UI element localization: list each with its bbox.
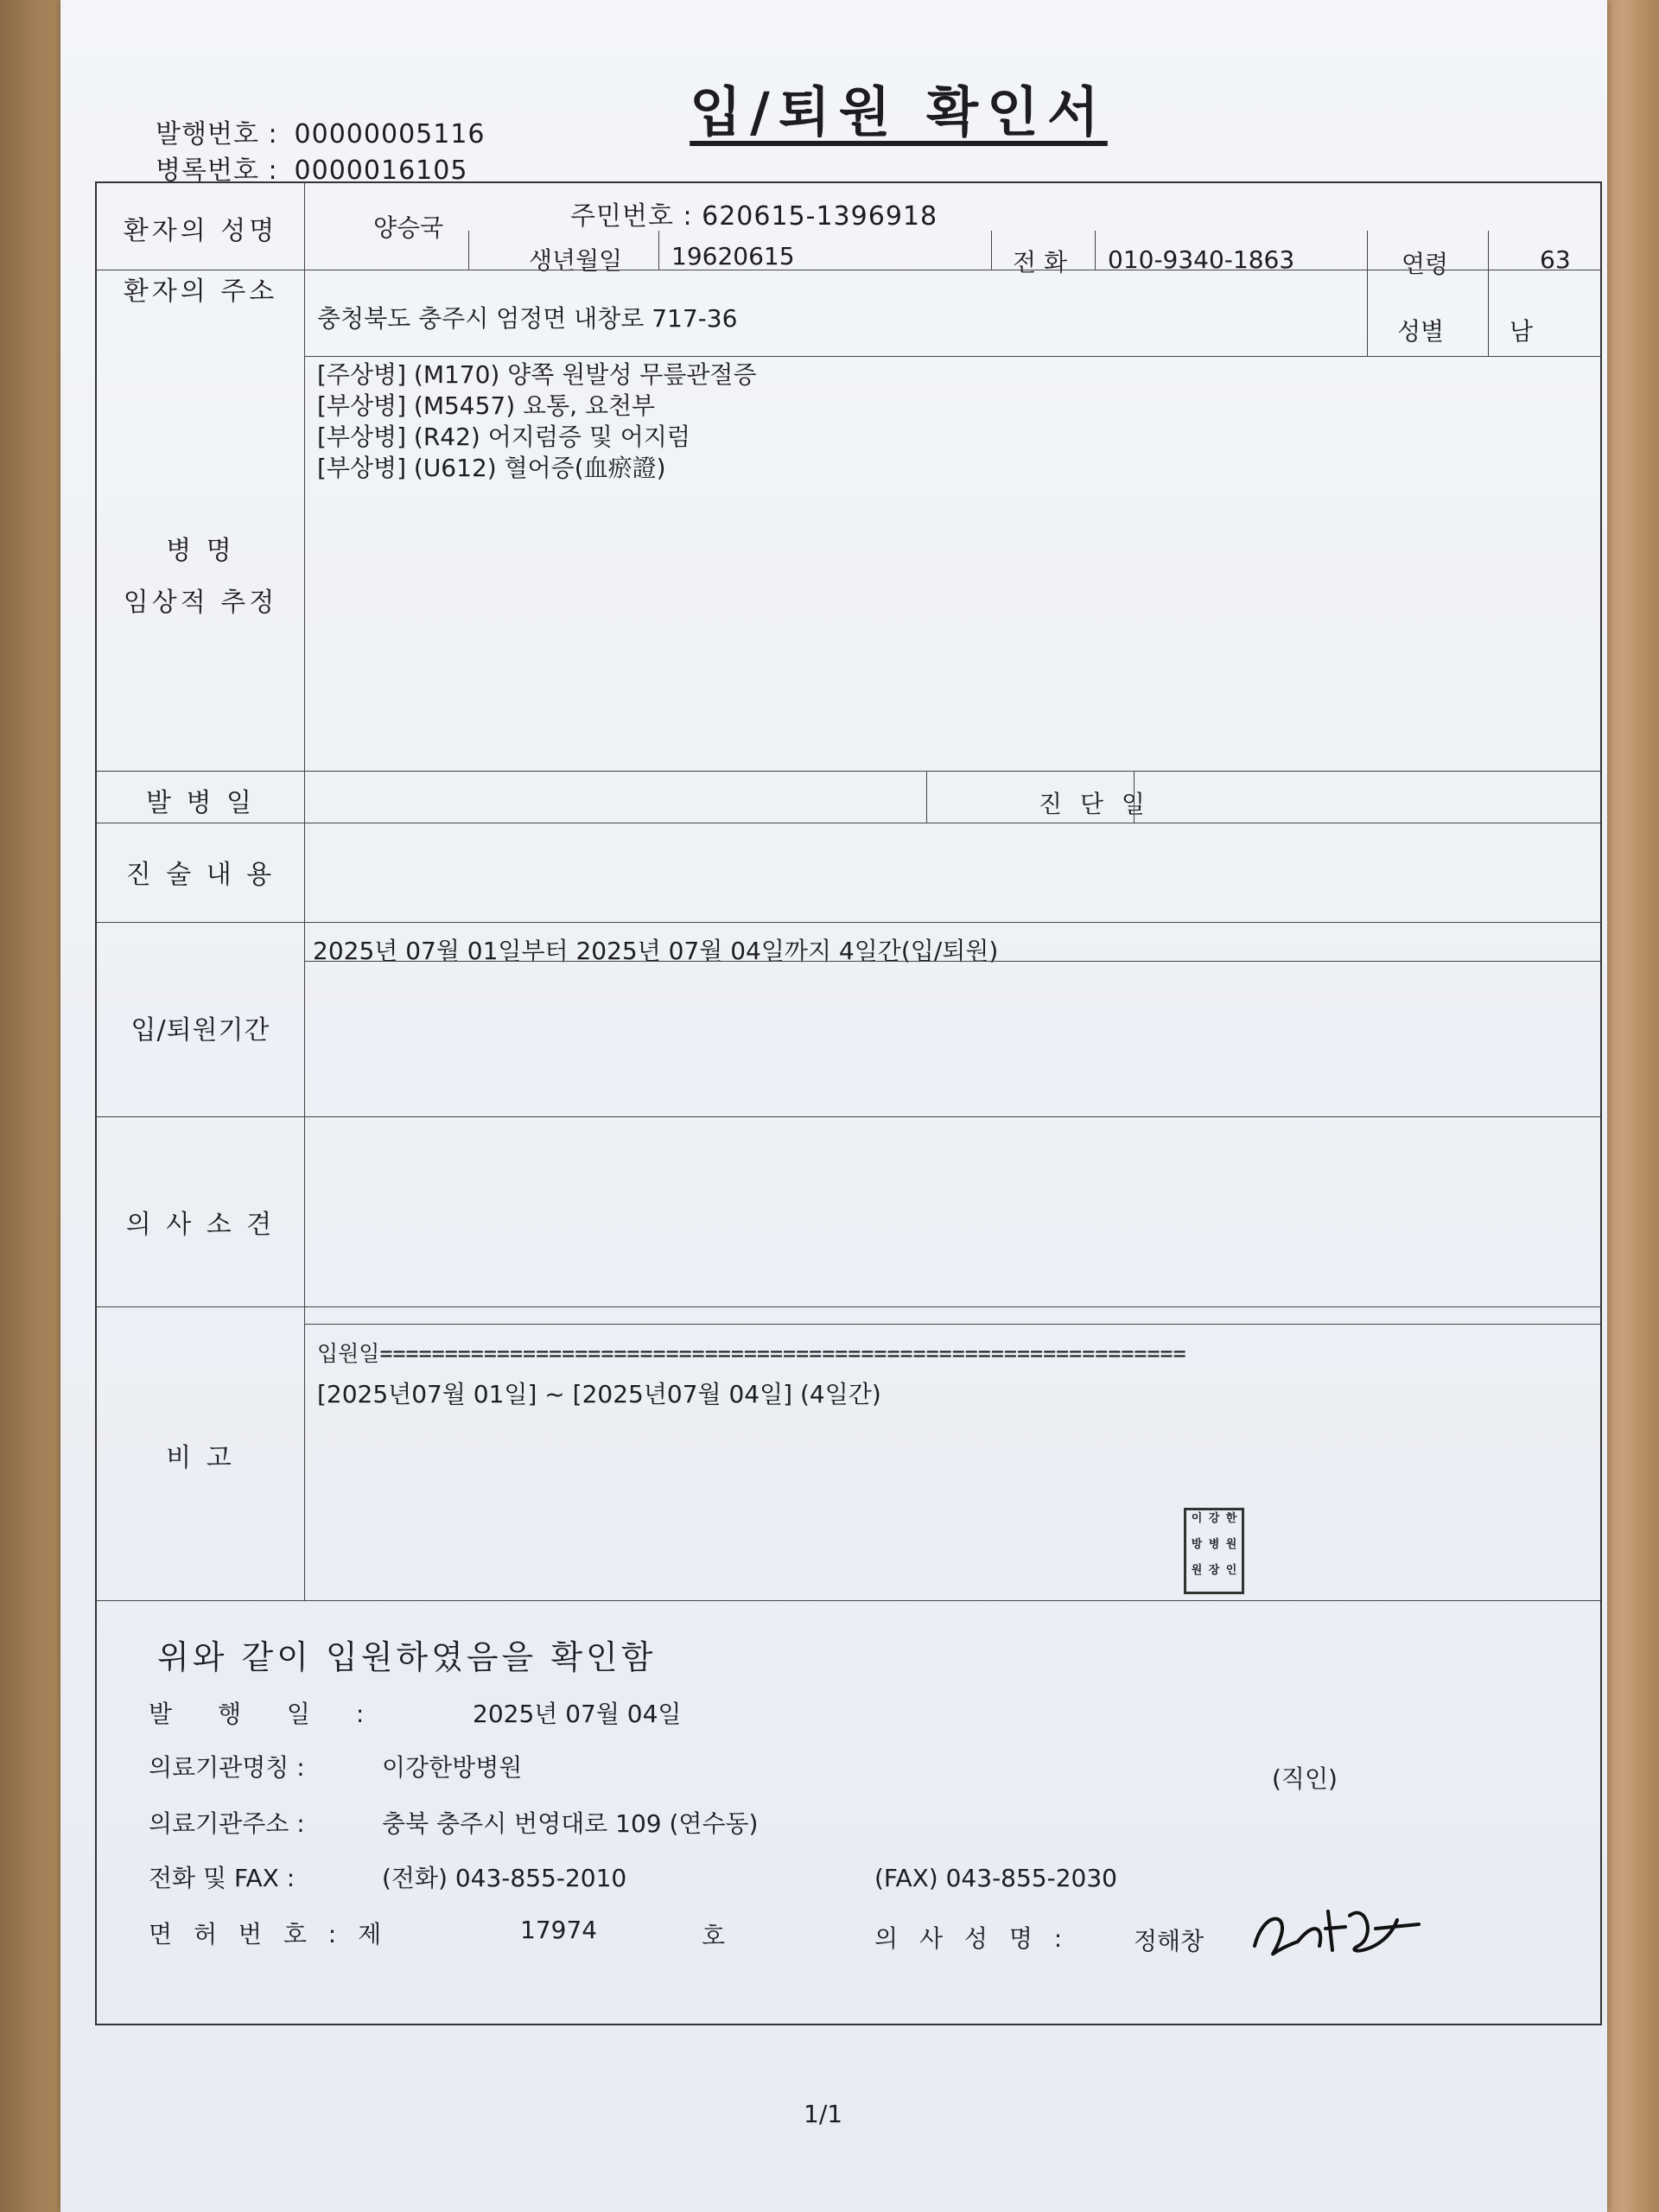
license-number: 17974 [520,1916,598,1944]
clinical-estimate-label: 임상적 추정 [123,588,278,618]
patient-address: 충청북도 충주시 엄정면 내창로 717-36 [317,304,738,333]
diagnosis-line: [주상병] (M170) 양쪽 원발성 무릎관절증 [317,360,757,389]
diagnosis-date-label: 진 단 일 [1039,790,1150,818]
chart-number: 병록번호 : 0000016105 [156,156,468,186]
doctor-name: 정해창 [1134,1927,1205,1955]
hospital-seal-stamp: 이 강 한 방 병 원 원 장 인 [1184,1508,1244,1594]
diagnosis-line: [부상병] (U612) 혈어증(血瘀證) [317,454,666,482]
divider [1134,771,1135,823]
diagnosis-line: [부상병] (M5457) 요통, 요천부 [317,391,656,420]
divider [1095,231,1096,270]
birth-label: 생년월일 [529,246,623,275]
divider [97,922,1600,923]
phone-label: 전 화 [1013,248,1067,276]
doctor-signature [1246,1894,1436,1963]
page-number: 1/1 [804,2100,843,2128]
tel-fax-label: 전화 및 FAX : [149,1864,296,1892]
label-column-divider [304,183,305,1600]
divider [658,231,659,270]
hospital-address-label: 의료기관주소 : [149,1809,305,1838]
divider [991,231,992,270]
divider [1488,231,1489,356]
confirmation-statement: 위와 같이 입원하였음을 확인함 [157,1638,657,1676]
wood-background-right [1599,0,1659,2212]
doctor-name-label: 의 사 성 명 : [874,1924,1070,1953]
divider [304,961,1600,962]
divider [97,1600,1600,1601]
divider [304,1324,1600,1325]
issue-date: 2025년 07월 04일 [473,1700,682,1728]
phone-number: 010-9340-1863 [1108,245,1295,274]
divider [926,771,927,823]
hospital-address: 충북 충주시 번영대로 109 (연수동) [382,1809,759,1838]
hospital-fax: (FAX) 043-855-2030 [874,1864,1117,1892]
divider [97,1306,1600,1307]
hospital-name-label: 의료기관명칭 : [149,1753,305,1782]
form-table [95,181,1602,2025]
statement-label: 진 술 내 용 [125,860,276,890]
opinion-label: 의 사 소 견 [125,1210,276,1240]
divider [97,771,1600,772]
remarks-dates: [2025년07월 01일] ~ [2025년07월 04일] (4일간) [317,1380,881,1408]
age-value: 63 [1540,245,1571,274]
name-label: 환자의 성명 [123,216,278,246]
remarks-label: 비 고 [166,1443,235,1473]
onset-label: 발 병 일 [145,788,255,818]
diagnosis-label: 병 명 [166,536,235,566]
document-title: 입/퇴원 확인서 [690,80,1108,143]
diagnosis-line: [부상병] (R42) 어지럼증 및 어지럼 [317,423,690,451]
divider [468,231,469,270]
age-label: 연령 [1402,250,1449,278]
address-label: 환자의 주소 [123,276,278,307]
period-label: 입/퇴원기간 [130,1015,270,1046]
divider [97,1116,1600,1117]
admission-period: 2025년 07월 01일부터 2025년 07월 04일까지 4일간(입/퇴원) [313,937,999,965]
birth-date: 19620615 [671,242,795,270]
sex-value: 남 [1510,317,1534,346]
hospital-name: 이강한방병원 [382,1753,523,1782]
issue-date-label: 발 행 일 : [149,1700,384,1728]
license-suffix: 호 [702,1922,726,1950]
seal-note: (직인) [1272,1764,1338,1793]
patient-name: 양승국 [373,213,444,242]
hospital-phone: (전화) 043-855-2010 [382,1864,627,1892]
license-label: 면 허 번 호 : 제 [149,1920,389,1948]
issue-number: 발행번호 : 00000005116 [156,119,486,149]
resident-id: 주민번호 : 620615-1396918 [570,201,938,232]
document-paper [60,0,1607,2212]
remarks-line: 입원일============================================================== [317,1341,1186,1366]
sex-label: 성별 [1397,317,1445,346]
divider [1367,231,1368,356]
